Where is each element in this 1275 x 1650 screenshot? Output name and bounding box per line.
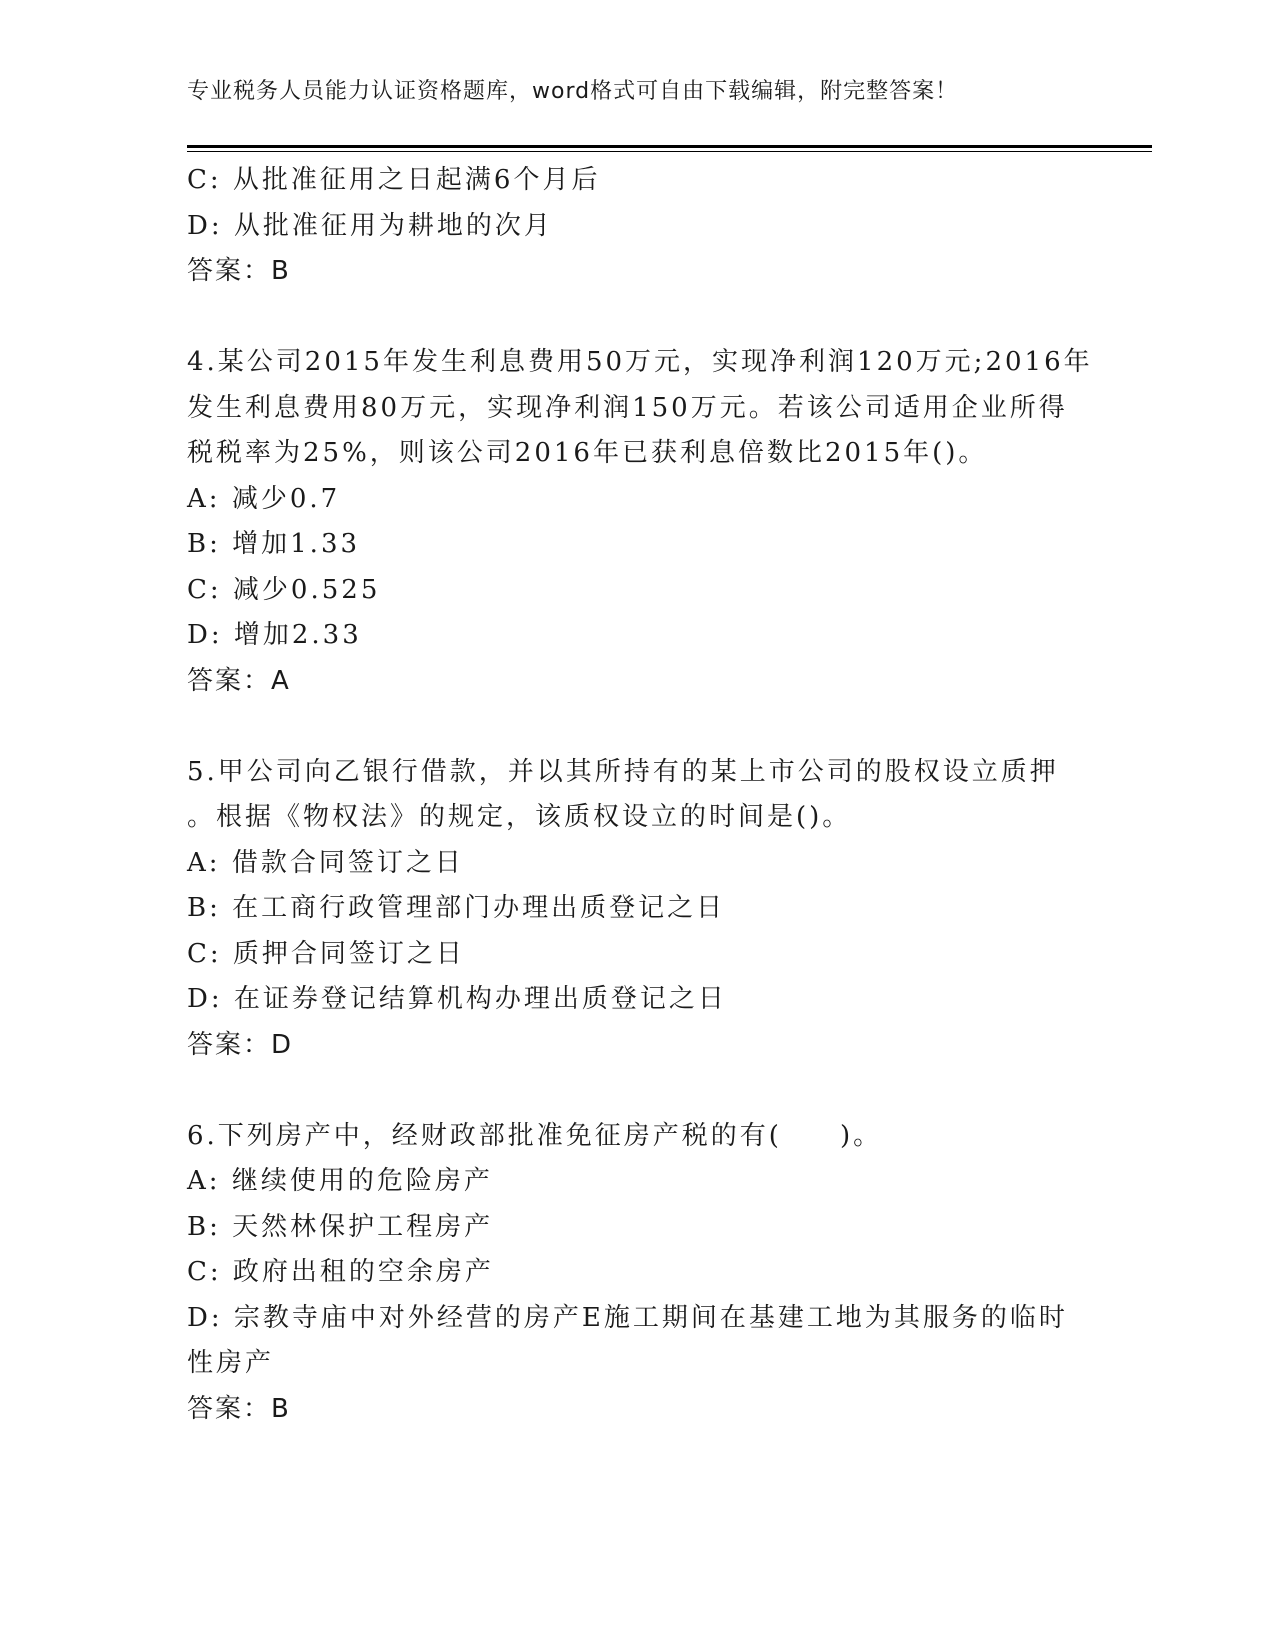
option-a: A: 借款合同签订之日 — [187, 847, 464, 878]
question-stem-line: 5.甲公司向乙银行借款，并以其所持有的某上市公司的股权设立质押 — [187, 756, 1059, 787]
option-c: C: 政府出租的空余房产 — [187, 1257, 494, 1287]
option-c: C: 质押合同签订之日 — [187, 938, 465, 969]
option-d: D: 在证券登记结算机构办理出质登记之日 — [187, 984, 727, 1014]
option-a: A: 减少0.7 — [187, 483, 341, 514]
document-body — [187, 158, 1093, 1432]
option-d: D: 宗教寺庙中对外经营的房产E施工期间在基建工地为其服务的临时 — [187, 1302, 1068, 1333]
question-stem-line: 。根据《物权法》的规定，该质权设立的时间是()。 — [187, 802, 852, 832]
header-rule-thick — [187, 145, 1152, 148]
question-5 — [187, 750, 1087, 1069]
option-c: C: 从批准征用之日起满6个月后 — [187, 165, 601, 195]
option-b: B: 在工商行政管理部门办理出质登记之日 — [187, 893, 726, 923]
option-d-continuation: 性房产 — [187, 1348, 275, 1378]
option-a: A: 继续使用的危险房产 — [187, 1166, 493, 1196]
answer-line: 答案：B — [187, 256, 291, 286]
option-d: D: 从批准征用为耕地的次月 — [187, 210, 553, 241]
header-rule-thin — [187, 151, 1152, 152]
option-b: B: 增加1.33 — [187, 529, 361, 559]
question-6 — [187, 1114, 1087, 1433]
question-stem-line: 4.某公司2015年发生利息费用50万元，实现净利润120万元;2016年 — [187, 347, 1093, 377]
page-header: 专业税务人员能力认证资格题库，word格式可自由下载编辑，附完整答案！ — [187, 79, 959, 104]
answer-line: 答案：D — [187, 1029, 294, 1060]
option-d: D: 增加2.33 — [187, 620, 362, 650]
question-fragment — [187, 158, 1087, 295]
option-b: B: 天然林保护工程房产 — [187, 1211, 494, 1242]
question-stem-line: 6.下列房产中，经财政部批准免征房产税的有( )。 — [187, 1120, 883, 1151]
question-stem-line: 发生利息费用80万元，实现净利润150万元。若该公司适用企业所得 — [187, 392, 1068, 423]
answer-line: 答案：B — [187, 1393, 291, 1424]
answer-line: 答案：A — [187, 665, 291, 696]
question-stem-line: 税税率为25%，则该公司2016年已获利息倍数比2015年()。 — [187, 438, 988, 468]
option-c: C: 减少0.525 — [187, 574, 381, 605]
question-4 — [187, 340, 1093, 704]
